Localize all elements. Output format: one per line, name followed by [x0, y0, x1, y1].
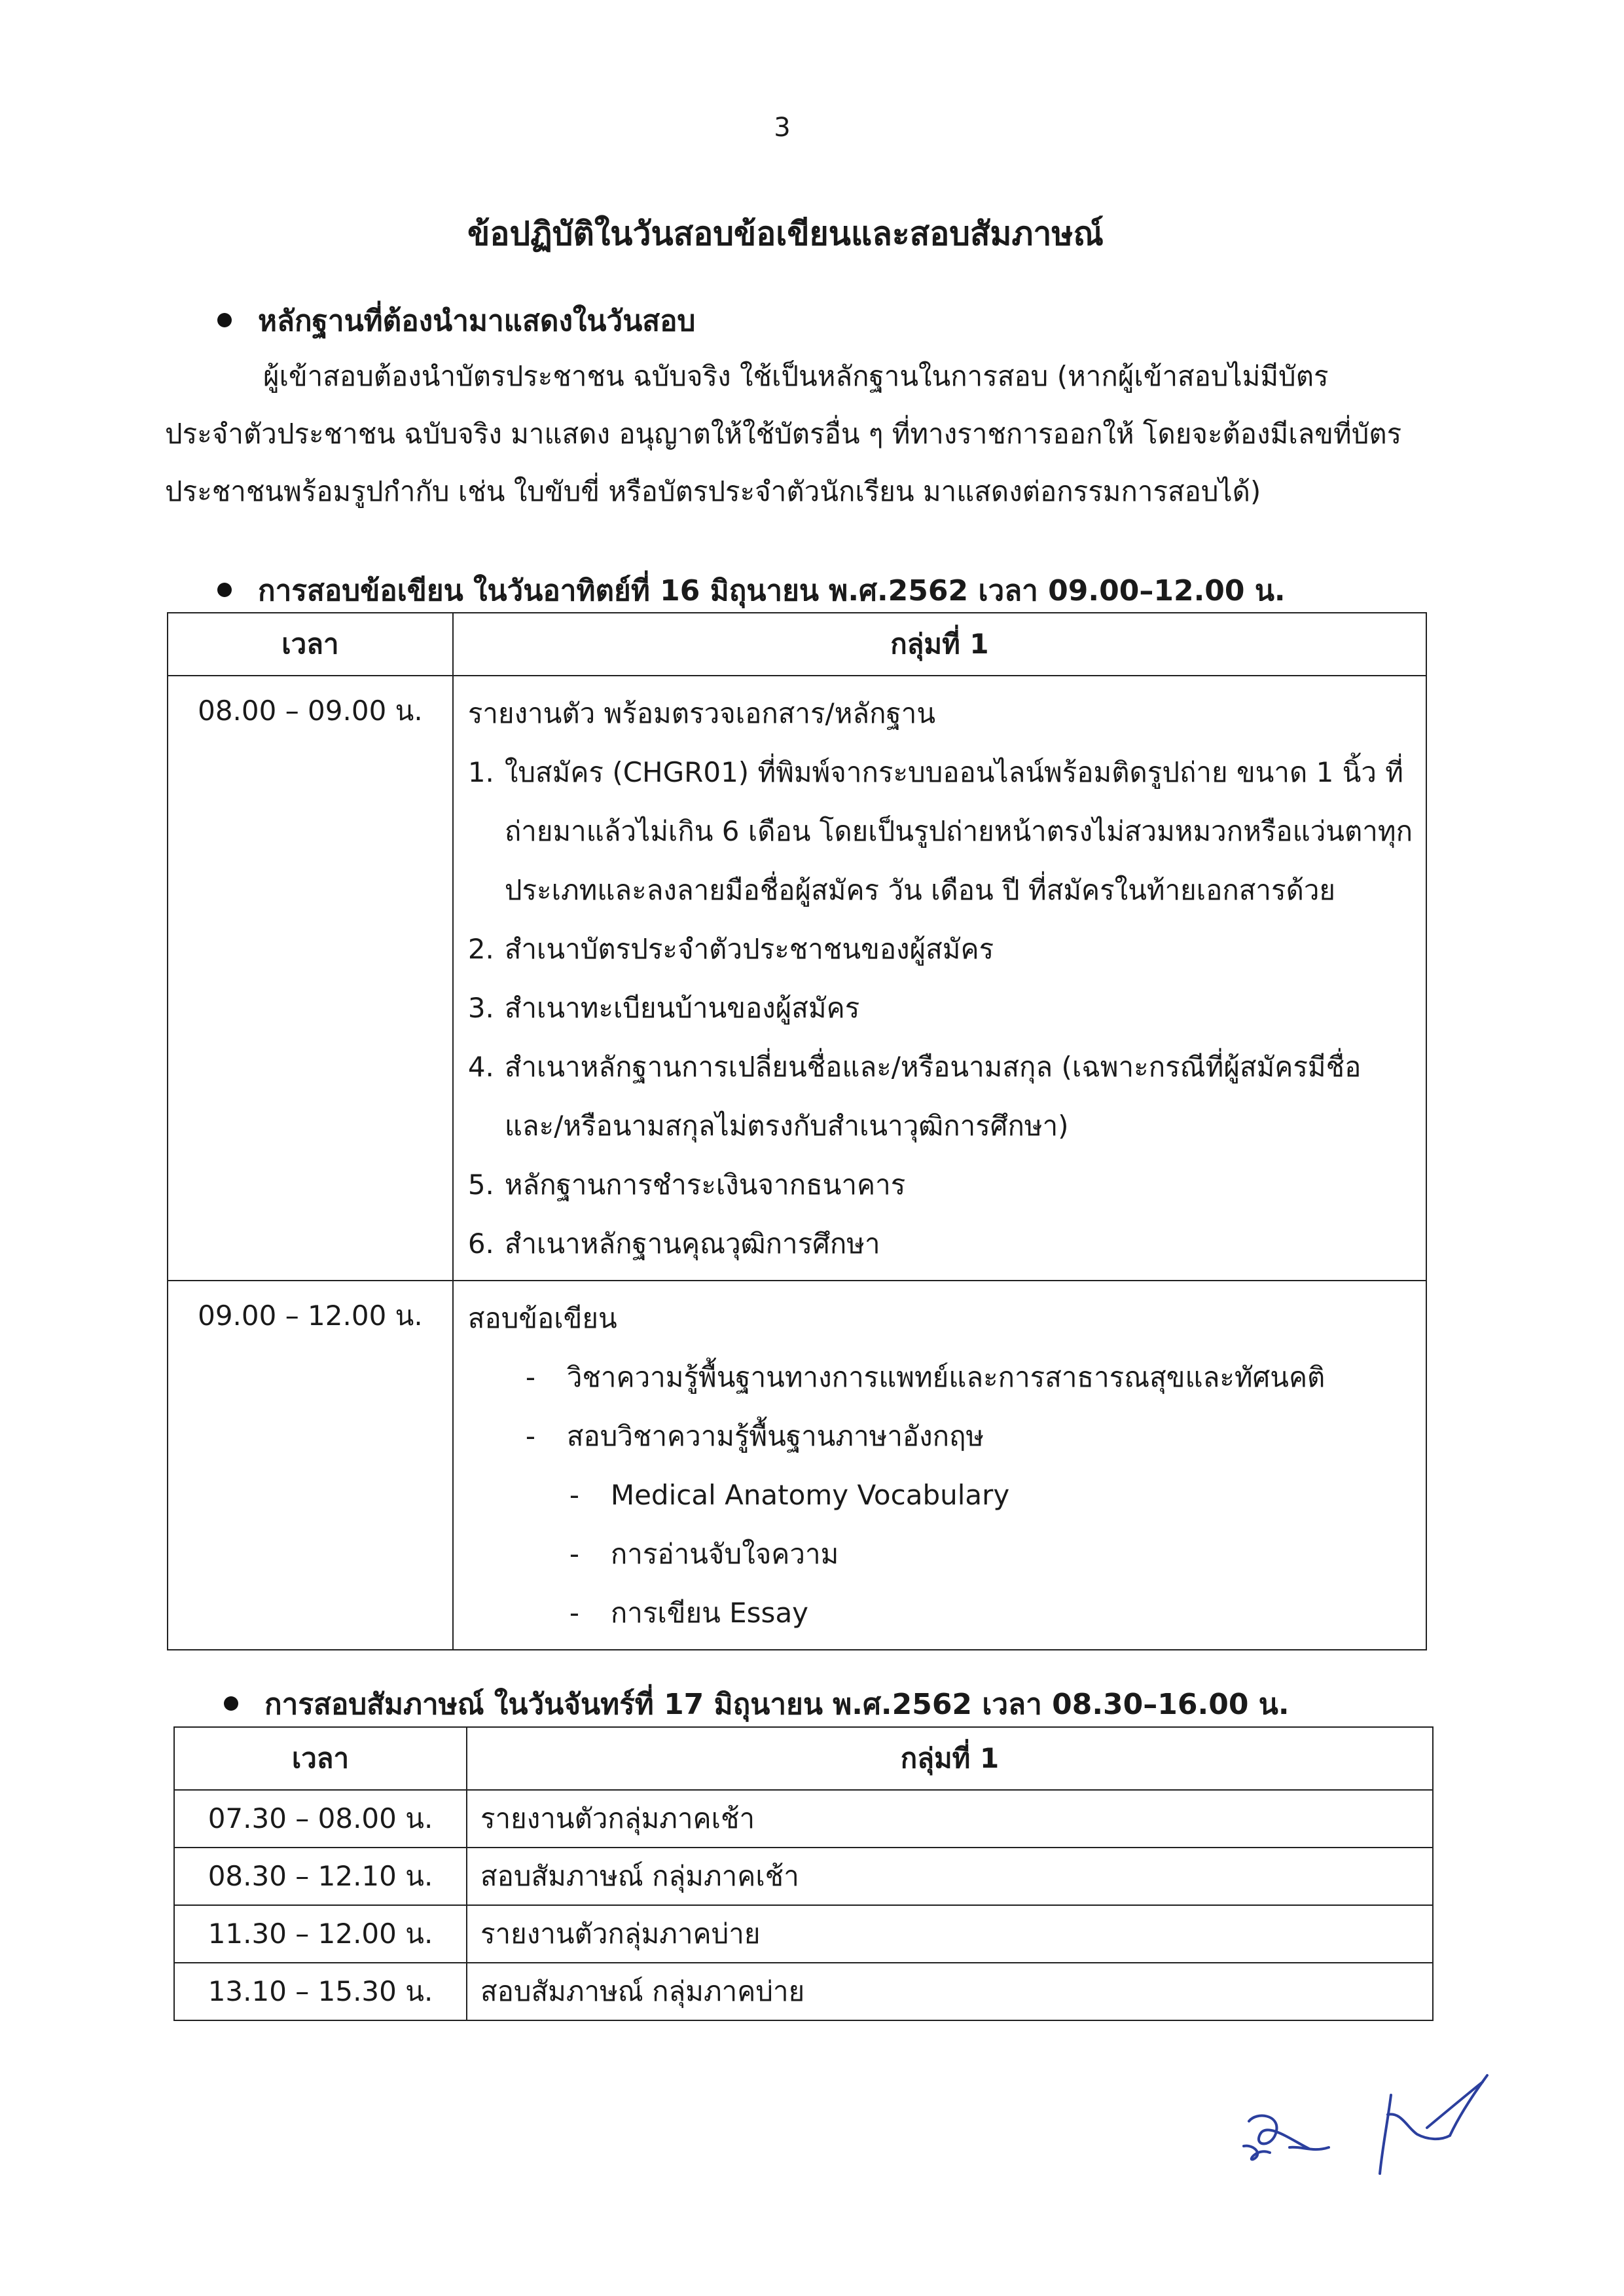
- interview-heading: การสอบสัมภาษณ์ ในวันจันทร์ที่ 17 มิถุนายน พ.ศ.2562 เวลา 08.30–16.00 น.: [224, 1681, 1290, 1727]
- evidence-heading: หลักฐานที่ต้องนำมาแสดงในวันสอบ: [217, 298, 696, 344]
- col-group-header: กลุ่มที่ 1: [453, 613, 1426, 676]
- list-item: 3. สำเนาทะเบียนบ้านของผู้สมัคร: [467, 992, 860, 1024]
- row-time: 08.30 – 12.10 น.: [174, 1848, 467, 1905]
- row-activity: สอบสัมภาษณ์ กลุ่มภาคบ่าย: [467, 1963, 1433, 2020]
- row-activity: รายงานตัวกลุ่มภาคบ่าย: [467, 1905, 1433, 1963]
- subject-item: - วิชาความรู้พื้นฐานทางการแพทย์และการสาธารณสุขและทัศนคติ: [525, 1361, 1326, 1393]
- row-activity: สอบสัมภาษณ์ กลุ่มภาคเช้า: [467, 1848, 1433, 1905]
- row-time: 08.00 – 09.00 น.: [168, 676, 453, 1281]
- row-time: 13.10 – 15.30 น.: [174, 1963, 467, 2020]
- list-item-continuation: และ/หรือนามสกุลไม่ตรงกับสำเนาวุฒิการศึกษา): [504, 1110, 1069, 1142]
- page-number: 3: [774, 113, 791, 143]
- list-item: 5. หลักฐานการชำระเงินจากธนาคาร: [467, 1169, 906, 1201]
- english-part-item: - การอ่านจับใจความ: [569, 1538, 839, 1570]
- bullet-icon: [217, 583, 232, 597]
- row-title: รายงานตัว พร้อมตรวจเอกสาร/หลักฐาน: [467, 697, 936, 729]
- bullet-icon: [217, 313, 232, 327]
- page-title: ข้อปฏิบัติในวันสอบข้อเขียนและสอบสัมภาษณ์: [467, 215, 1104, 253]
- list-item-continuation: ประเภทและลงลายมือชื่อผู้สมัคร วัน เดือน ปี ที่สมัครในท้ายเอกสารด้วย: [504, 874, 1336, 906]
- col-time-header: เวลา: [168, 613, 453, 676]
- table-row: [174, 1848, 1433, 1905]
- subject-item: - สอบวิชาความรู้พื้นฐานภาษาอังกฤษ: [525, 1420, 984, 1452]
- interview-table: [173, 1726, 1434, 2021]
- list-item-continuation: ถ่ายมาแล้วไม่เกิน 6 เดือน โดยเป็นรูปถ่ายหน้าตรงไม่สวมหมวกหรือแว่นตาทุก: [504, 815, 1413, 847]
- written-exam-table: [167, 612, 1427, 1650]
- written-exam-heading: การสอบข้อเขียน ในวันอาทิตย์ที่ 16 มิถุนายน พ.ศ.2562 เวลา 09.00–12.00 น.: [217, 568, 1286, 613]
- table-row: [168, 676, 1426, 1281]
- list-item: 1. ใบสมัคร (CHGR01) ที่พิมพ์จากระบบออนไลน์พร้อมติดรูปถ่าย ขนาด 1 นิ้ว ที่: [467, 756, 1403, 788]
- list-item: 2. สำเนาบัตรประจำตัวประชาชนของผู้สมัคร: [467, 933, 994, 965]
- row-activity: รายงานตัวกลุ่มภาคเช้า: [467, 1790, 1433, 1848]
- row-content: [453, 1281, 1426, 1650]
- row-time: 07.30 – 08.00 น.: [174, 1790, 467, 1848]
- table-header-row: [174, 1727, 1433, 1790]
- col-group-header: กลุ่มที่ 1: [467, 1727, 1433, 1790]
- english-part-item: - Medical Anatomy Vocabulary: [569, 1479, 1010, 1511]
- col-time-header: เวลา: [174, 1727, 467, 1790]
- evidence-line: ประชาชนพร้อมรูปกำกับ เช่น ใบขับขี่ หรือบัตรประจำตัวนักเรียน มาแสดงต่อกรรมการสอบได้): [165, 475, 1261, 507]
- table-row: [174, 1963, 1433, 2020]
- list-item: 6. สำเนาหลักฐานคุณวุฒิการศึกษา: [467, 1228, 880, 1260]
- table-header-row: [168, 613, 1426, 676]
- table-row: [168, 1281, 1426, 1650]
- signature-mark: [1231, 2049, 1545, 2206]
- row-time: 11.30 – 12.00 น.: [174, 1905, 467, 1963]
- table-row: [174, 1905, 1433, 1963]
- list-item: 4. สำเนาหลักฐานการเปลี่ยนชื่อและ/หรือนามสกุล (เฉพาะกรณีที่ผู้สมัครมีชื่อ: [467, 1051, 1362, 1083]
- row-time: 09.00 – 12.00 น.: [168, 1281, 453, 1650]
- table-row: [174, 1790, 1433, 1848]
- row-content: [453, 676, 1426, 1281]
- evidence-line: ประจำตัวประชาชน ฉบับจริง มาแสดง อนุญาตให้ใช้บัตรอื่น ๆ ที่ทางราชการออกให้ โดยจะต้องมีเลขที่บัตร: [165, 418, 1402, 450]
- evidence-line: ผู้เข้าสอบต้องนำบัตรประชาชน ฉบับจริง ใช้เป็นหลักฐานในการสอบ (หากผู้เข้าสอบไม่มีบัตร: [263, 360, 1329, 392]
- bullet-icon: [224, 1696, 238, 1711]
- row-title: สอบข้อเขียน: [467, 1302, 617, 1334]
- english-part-item: - การเขียน Essay: [569, 1597, 809, 1629]
